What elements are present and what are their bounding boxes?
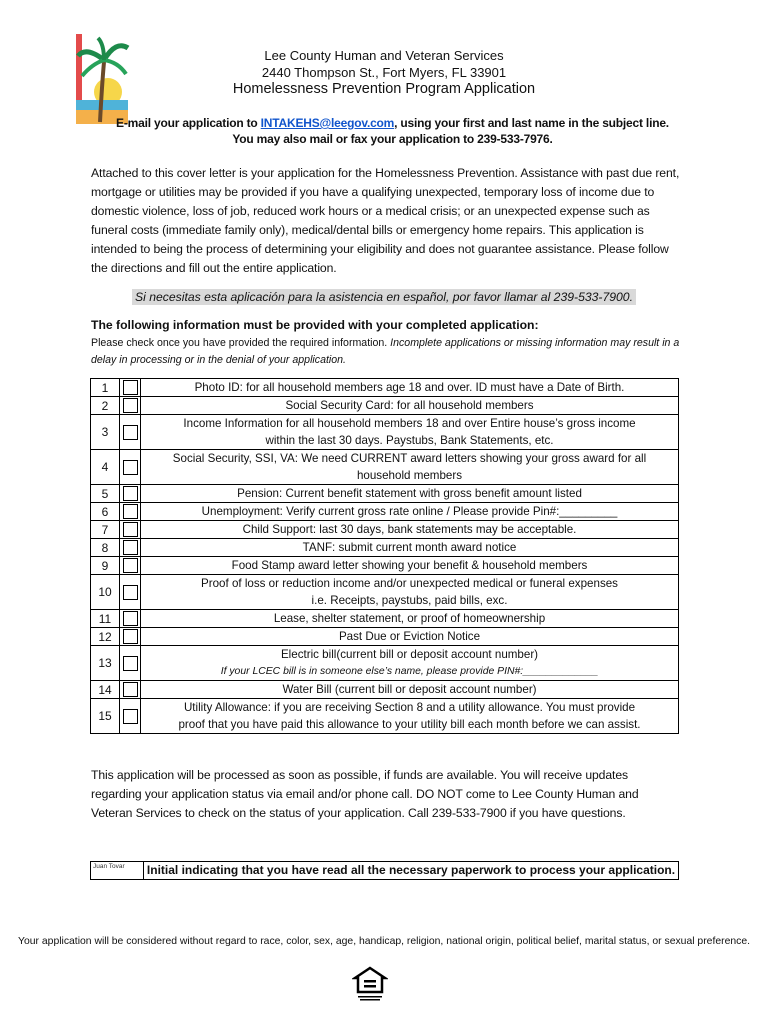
requirement-row	[91, 521, 679, 539]
document-title: Homelessness Prevention Program Application	[232, 81, 536, 97]
requirement-checkbox-cell	[120, 450, 141, 485]
initials-field[interactable]	[91, 862, 144, 879]
requirement-text-line: Food Stamp award letter showing your benefit & household members	[231, 559, 588, 572]
requirement-text-line: Lease, shelter statement, or proof of homeownership	[273, 612, 546, 625]
requirement-text-line: Electric bill(current bill or deposit account number)	[280, 648, 539, 661]
requirement-description	[141, 539, 679, 557]
requirement-row	[91, 379, 679, 397]
requirement-text-line: TANF: submit current month award notice	[302, 541, 517, 554]
spanish-note: Si necesitas esta aplicación para la asistencia en español, por favor llamar al 239-533-7900.	[132, 289, 636, 305]
requirement-checkbox-cell	[120, 485, 141, 503]
non-discrimination-footer: Your application will be considered without regard to race, color, sex, age, handicap, religion, national origin, political belief, marital status, or sexual preference.	[18, 936, 750, 947]
requirement-checkbox[interactable]	[123, 504, 138, 519]
requirements-instruction: Please check once you have provided the required information.	[91, 337, 388, 349]
requirement-checkbox-cell	[120, 397, 141, 415]
requirements-table	[90, 378, 679, 734]
requirement-row	[91, 681, 679, 699]
requirement-row	[91, 539, 679, 557]
requirement-checkbox[interactable]	[123, 460, 138, 475]
requirement-checkbox[interactable]	[123, 682, 138, 697]
requirement-checkbox[interactable]	[123, 380, 138, 395]
initial-acknowledgement-row	[90, 861, 679, 880]
outro-paragraph: This application will be processed as soon as possible, if funds are available. You will receive updates regarding your application status via email and/or phone call. DO NOT come to Lee County Human and Veteran Services to check on the status of your application. Call 239-533-7900 if you have questions.	[91, 768, 639, 820]
requirement-text-line: proof that you have paid this allowance to your utility bill each month before we can assist.	[178, 718, 641, 731]
requirement-row	[91, 415, 679, 450]
requirement-description	[141, 575, 679, 610]
requirement-checkbox[interactable]	[123, 611, 138, 626]
mail-fax-instruction: You may also mail or fax your application to 239-533-7976.	[232, 132, 553, 146]
requirement-row	[91, 699, 679, 734]
requirement-text-line: Past Due or Eviction Notice	[338, 630, 481, 643]
requirement-row	[91, 450, 679, 485]
requirement-text-line: Income Information for all household members 18 and over Entire house’s gross income	[183, 417, 636, 430]
intro-paragraph: Attached to this cover letter is your application for the Homelessness Prevention. Assistance with past due rent, mortgage or utilities may be provided if you have a qualifying unexpected, temporary loss of income due to domestic violence, loss of job, reduced work hours or a medical crisis; or an unexpected expense such as funeral costs (immediate family only), medical/dental bills or emergency home repairs. This application is intended to being the process of determining your eligibility and does not guarantee assistance. Please follow the directions and fill out the entire application.	[91, 166, 680, 275]
equal-housing-opportunity-icon	[352, 966, 388, 1006]
requirement-description	[141, 699, 679, 734]
requirement-checkbox-cell	[120, 699, 141, 734]
requirement-number: 7	[91, 521, 120, 539]
requirement-number: 4	[91, 450, 120, 485]
requirement-description	[141, 397, 679, 415]
requirement-row	[91, 397, 679, 415]
requirement-checkbox-cell	[120, 521, 141, 539]
requirement-description	[141, 681, 679, 699]
requirements-heading: The following information must be provided with your completed application:	[91, 318, 539, 332]
email-link[interactable]: INTAKEHS@leegov.com	[260, 116, 395, 130]
requirement-checkbox-cell	[120, 379, 141, 397]
requirement-checkbox-cell	[120, 628, 141, 646]
requirement-checkbox[interactable]	[123, 709, 138, 724]
requirement-checkbox-cell	[120, 557, 141, 575]
requirement-description	[141, 557, 679, 575]
requirement-row	[91, 557, 679, 575]
requirement-text-line: i.e. Receipts, paystubs, paid bills, exc.	[311, 594, 508, 607]
requirement-text-line: Social Security Card: for all household members	[285, 399, 534, 412]
initial-acknowledgement-text: Initial indicating that you have read all the necessary paperwork to process your application.	[146, 863, 676, 877]
requirement-checkbox-cell	[120, 681, 141, 699]
requirement-text-line: household members	[356, 469, 463, 482]
requirement-number: 6	[91, 503, 120, 521]
requirement-checkbox[interactable]	[123, 486, 138, 501]
requirement-description	[141, 521, 679, 539]
requirement-checkbox[interactable]	[123, 629, 138, 644]
requirement-text-line: Photo ID: for all household members age 18 and over. ID must have a Date of Birth.	[194, 381, 625, 394]
requirement-checkbox-cell	[120, 415, 141, 450]
email-prefix: E-mail your application to	[116, 116, 261, 130]
requirement-checkbox-cell	[120, 646, 141, 681]
requirement-text-line: within the last 30 days. Paystubs, Bank Statements, etc.	[265, 434, 554, 447]
requirement-number: 14	[91, 681, 120, 699]
requirement-text-line: Proof of loss or reduction income and/or unexpected medical or funeral expenses	[201, 577, 618, 590]
requirement-checkbox[interactable]	[123, 425, 138, 440]
requirement-description	[141, 610, 679, 628]
requirement-row	[91, 646, 679, 681]
requirement-number: 1	[91, 379, 120, 397]
requirement-number: 9	[91, 557, 120, 575]
email-instruction	[100, 116, 685, 130]
requirement-number: 5	[91, 485, 120, 503]
requirement-text-line: Child Support: last 30 days, bank statements may be acceptable.	[242, 523, 577, 536]
requirement-checkbox-cell	[120, 539, 141, 557]
requirement-text-line: Water Bill (current bill or deposit account number)	[282, 683, 537, 696]
organization-address: 2440 Thompson St., Fort Myers, FL 33901	[261, 65, 507, 80]
requirement-description	[141, 503, 679, 521]
requirement-number: 3	[91, 415, 120, 450]
requirement-checkbox[interactable]	[123, 656, 138, 671]
requirement-description	[141, 485, 679, 503]
requirement-checkbox[interactable]	[123, 585, 138, 600]
requirement-number: 15	[91, 699, 120, 734]
requirement-number: 2	[91, 397, 120, 415]
requirement-subnote: If your LCEC bill is in someone else’s name, please provide PIN#:_____________	[220, 666, 599, 677]
requirement-row	[91, 610, 679, 628]
requirements-warning: Incomplete applications or missing information may result in a delay in processing or in the denial of your application.	[91, 337, 680, 366]
requirements-note	[91, 335, 691, 369]
requirement-number: 8	[91, 539, 120, 557]
requirement-row	[91, 503, 679, 521]
requirement-checkbox[interactable]	[123, 522, 138, 537]
requirement-description	[141, 628, 679, 646]
requirement-checkbox[interactable]	[123, 398, 138, 413]
requirement-description	[141, 379, 679, 397]
email-suffix: , using your first and last name in the subject line.	[394, 116, 669, 130]
requirement-number: 11	[91, 610, 120, 628]
requirement-checkbox-cell	[120, 610, 141, 628]
requirement-number: 13	[91, 646, 120, 681]
spanish-note-wrap	[0, 288, 768, 306]
requirement-checkbox[interactable]	[123, 540, 138, 555]
requirement-number: 12	[91, 628, 120, 646]
requirement-text-line: Social Security, SSI, VA: We need CURRENT award letters showing your gross award for all	[172, 452, 647, 465]
requirement-row	[91, 575, 679, 610]
signature-name: Juan Tovar	[93, 863, 125, 870]
requirement-checkbox[interactable]	[123, 558, 138, 573]
requirement-description	[141, 646, 679, 681]
requirement-checkbox-cell	[120, 503, 141, 521]
requirement-row	[91, 485, 679, 503]
requirement-text-line: Utility Allowance: if you are receiving Section 8 and a utility allowance. You must provide	[183, 701, 636, 714]
requirement-row	[91, 628, 679, 646]
requirement-number: 10	[91, 575, 120, 610]
requirement-description	[141, 450, 679, 485]
requirement-checkbox-cell	[120, 575, 141, 610]
organization-name: Lee County Human and Veteran Services	[264, 48, 504, 63]
requirement-text-line: Pension: Current benefit statement with gross benefit amount listed	[237, 487, 582, 500]
requirement-text-line: Unemployment: Verify current gross rate online / Please provide Pin#:_________	[201, 505, 618, 518]
requirement-description	[141, 415, 679, 450]
